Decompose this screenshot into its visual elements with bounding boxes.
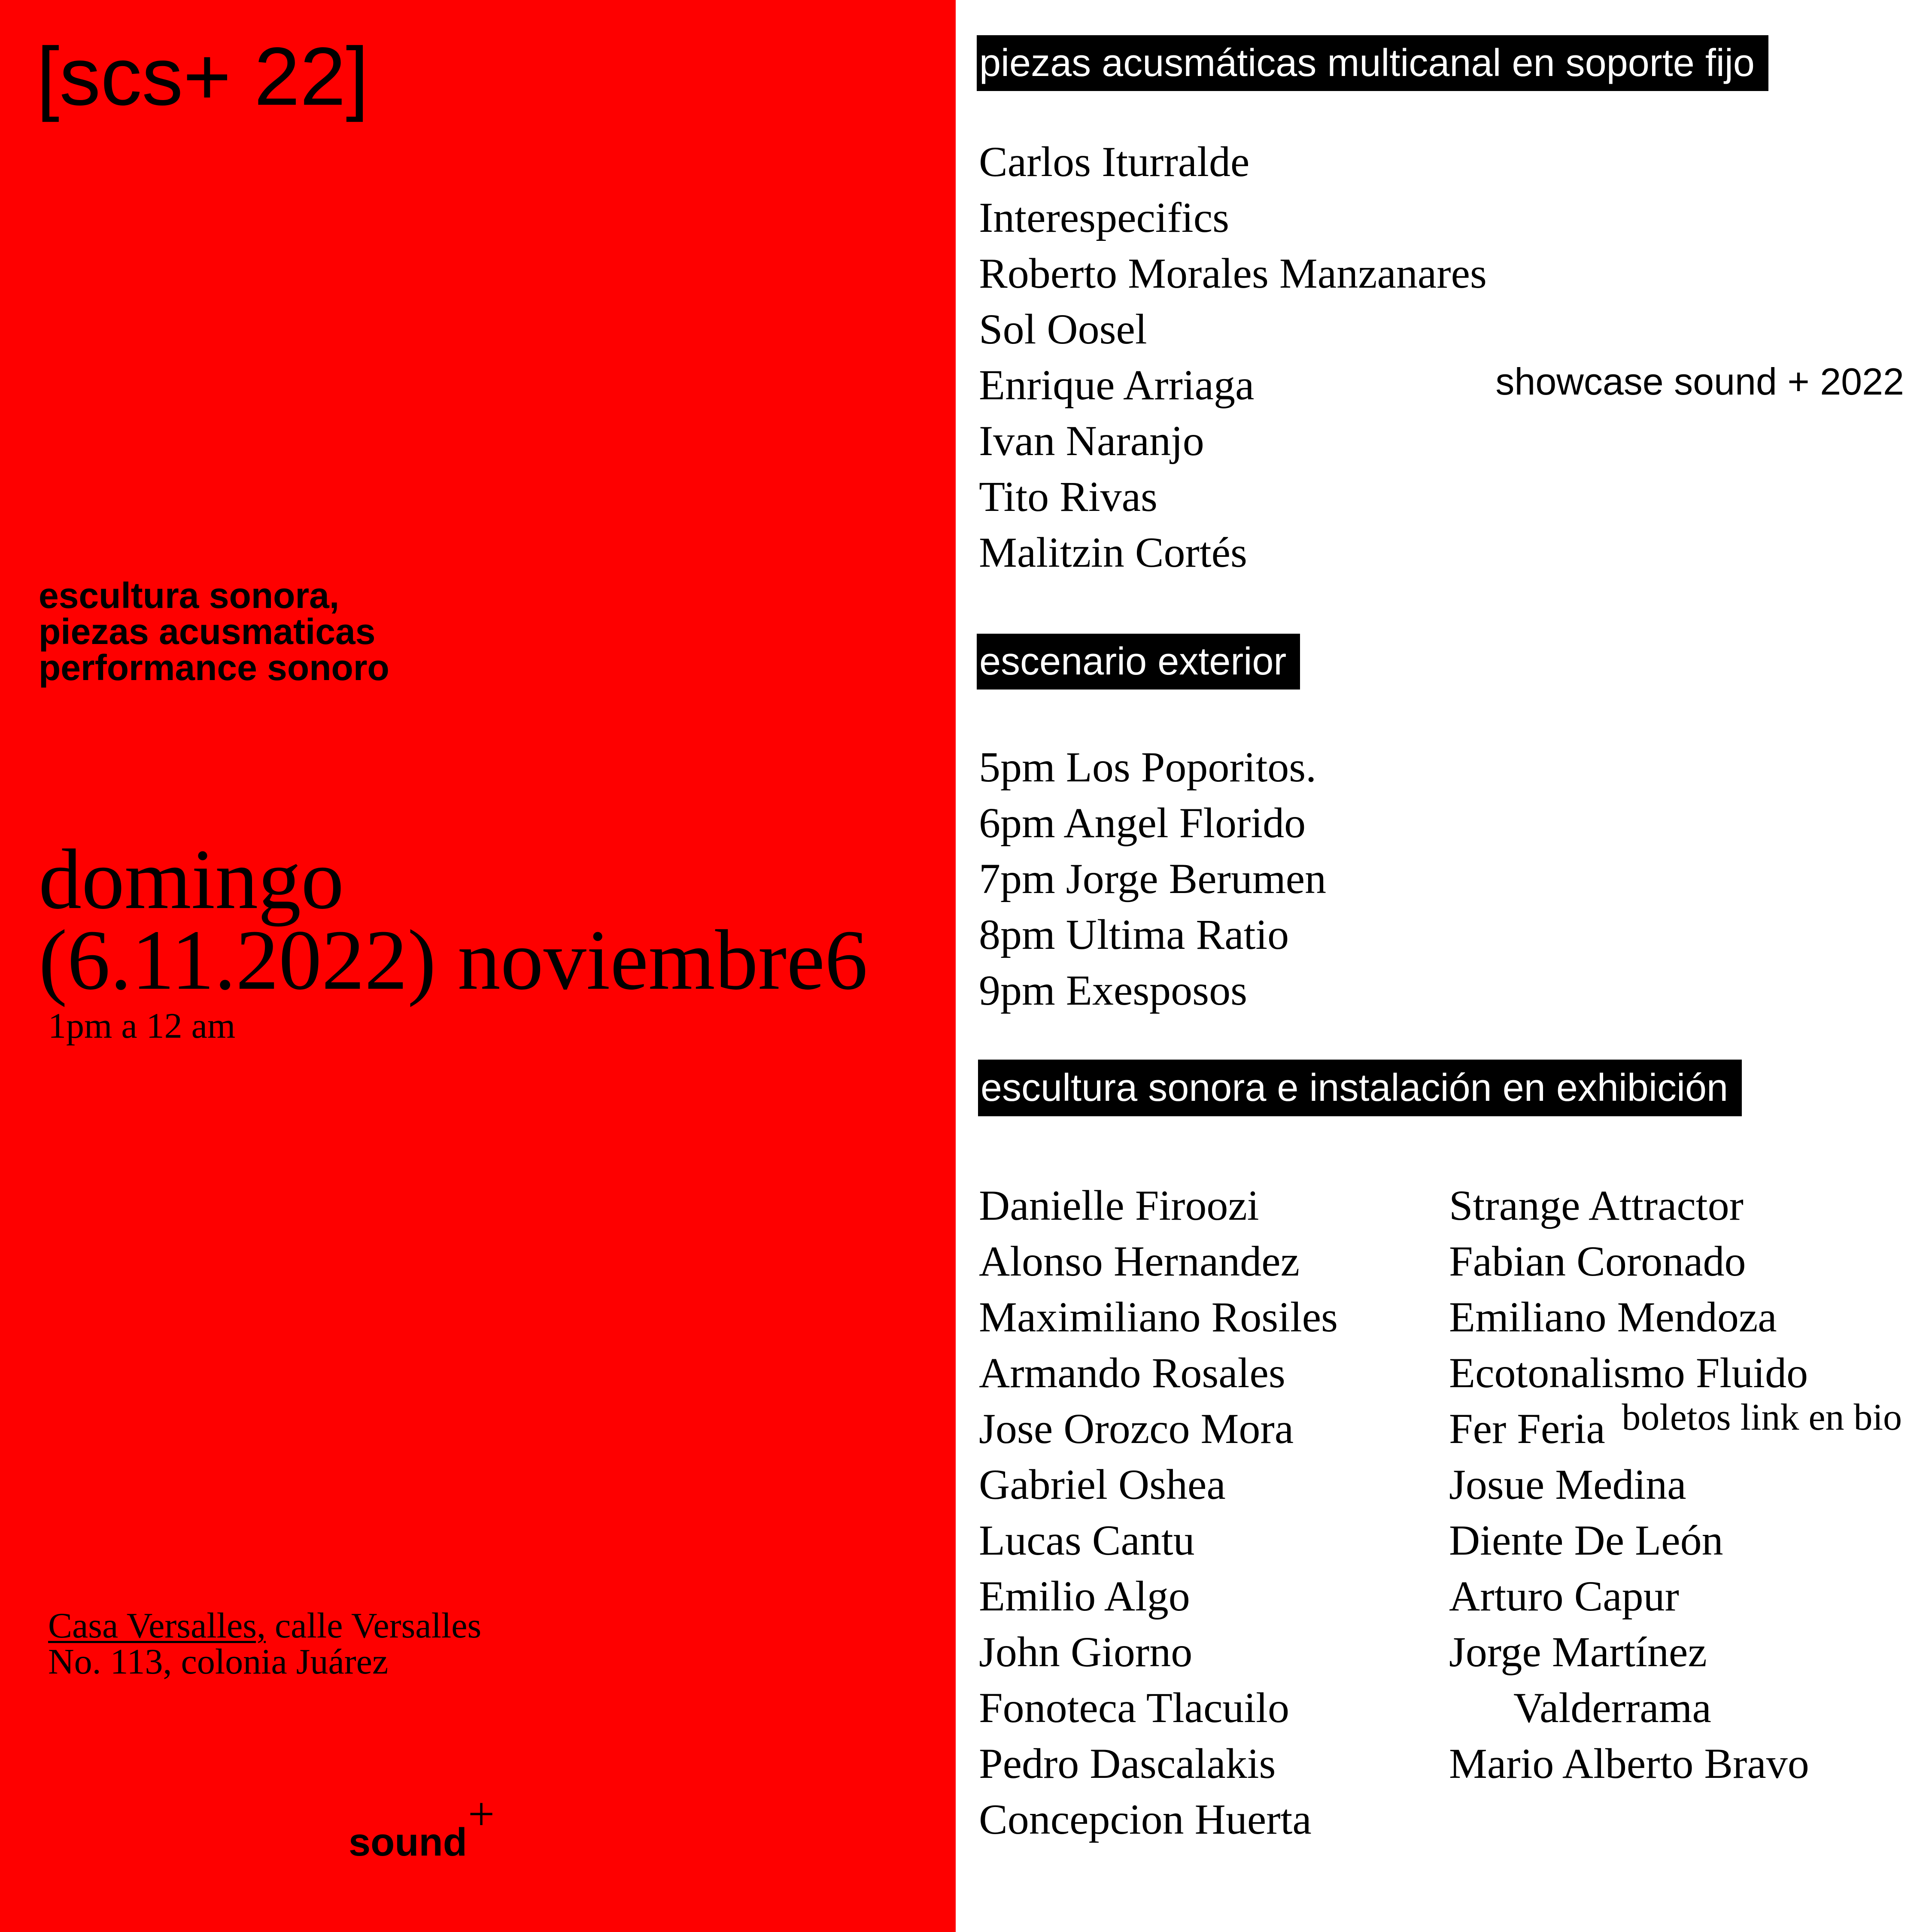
list-item: 8pm Ultima Ratio bbox=[979, 911, 1289, 958]
event-title: [scs+ 22] bbox=[36, 30, 369, 122]
date-full: (6.11.2022) noviembre6 bbox=[39, 913, 868, 1008]
list-item: Roberto Morales Manzanares bbox=[979, 249, 1487, 297]
genre-line: performance sonoro bbox=[39, 647, 389, 688]
list-item: Alonso Hernandez bbox=[979, 1237, 1300, 1285]
list-item: Carlos Iturralde bbox=[979, 138, 1250, 185]
list-item: Arturo Capur bbox=[1449, 1572, 1679, 1620]
list-item: Gabriel Oshea bbox=[979, 1461, 1226, 1508]
sound-logo-word: sound bbox=[349, 1820, 467, 1864]
list-item: Pedro Dascalakis bbox=[979, 1740, 1276, 1787]
list-item: Strange Attractor bbox=[1449, 1182, 1744, 1229]
section-heading-acousmatic: piezas acusmáticas multicanal en soporte fijo bbox=[977, 35, 1768, 91]
venue-address bbox=[48, 1608, 481, 1680]
list-item: 6pm Angel Florido bbox=[979, 799, 1306, 847]
list-item: Maximiliano Rosiles bbox=[979, 1293, 1338, 1341]
genre-line: escultura sonora, bbox=[39, 575, 340, 616]
sculpture-artist-list-col1 bbox=[979, 1178, 1338, 1847]
list-item: Concepcion Huerta bbox=[979, 1795, 1312, 1843]
list-item: 9pm Exesposos bbox=[979, 966, 1247, 1014]
list-item: John Giorno bbox=[979, 1628, 1193, 1676]
list-item: Enrique Arriaga bbox=[979, 361, 1255, 409]
list-item: Mario Alberto Bravo bbox=[1449, 1740, 1809, 1787]
list-item: Tito Rivas bbox=[979, 473, 1157, 520]
address-line-2: No. 113, colonia Juárez bbox=[48, 1642, 389, 1682]
list-item: Malitzin Cortés bbox=[979, 529, 1247, 576]
genre-line: piezas acusmaticas bbox=[39, 611, 376, 652]
tickets-note: boletos link en bio bbox=[1622, 1397, 1902, 1438]
venue-link[interactable]: Casa Versalles, bbox=[48, 1606, 266, 1646]
section-heading-outdoor-stage: escenario exterior bbox=[977, 634, 1300, 690]
sculpture-artist-list-col2 bbox=[1449, 1178, 1809, 1792]
list-item: Fabian Coronado bbox=[1449, 1237, 1746, 1285]
list-item: Diente De León bbox=[1449, 1516, 1723, 1564]
list-item: 7pm Jorge Berumen bbox=[979, 855, 1327, 902]
list-item: Jorge Martínez bbox=[1449, 1628, 1707, 1676]
outdoor-stage-schedule bbox=[979, 739, 1326, 1018]
list-item: Fer Feria bbox=[1449, 1405, 1605, 1452]
list-item: Emiliano Mendoza bbox=[1449, 1293, 1777, 1341]
event-hours: 1pm a 12 am bbox=[48, 1006, 236, 1046]
list-item: Ecotonalismo Fluido bbox=[1449, 1349, 1808, 1397]
address-line-1 bbox=[48, 1608, 481, 1644]
genres-block bbox=[39, 577, 389, 686]
list-item: Lucas Cantu bbox=[979, 1516, 1195, 1564]
street-text: calle Versalles bbox=[266, 1606, 482, 1646]
list-item: Jose Orozco Mora bbox=[979, 1405, 1294, 1452]
list-item: Josue Medina bbox=[1449, 1461, 1686, 1508]
list-item: Danielle Firoozi bbox=[979, 1182, 1259, 1229]
list-item: Armando Rosales bbox=[979, 1349, 1285, 1397]
section-heading-sculpture: escultura sonora e instalación en exhibición bbox=[978, 1060, 1742, 1116]
event-date bbox=[39, 832, 868, 1008]
list-item: Sol Oosel bbox=[979, 305, 1147, 353]
date-weekday: domingo bbox=[39, 832, 344, 927]
list-item: Interespecifics bbox=[979, 194, 1230, 241]
list-item: 5pm Los Poporitos. bbox=[979, 743, 1317, 791]
showcase-subtitle: showcase sound + 2022 bbox=[1495, 360, 1904, 403]
list-item: Ivan Naranjo bbox=[979, 417, 1204, 465]
acousmatic-artist-list bbox=[979, 134, 1487, 580]
sound-logo-plus: + bbox=[468, 1788, 495, 1840]
list-item: Emilio Algo bbox=[979, 1572, 1190, 1620]
list-item: Fonoteca Tlacuilo bbox=[979, 1684, 1289, 1732]
list-item: Valderrama bbox=[1513, 1684, 1711, 1732]
